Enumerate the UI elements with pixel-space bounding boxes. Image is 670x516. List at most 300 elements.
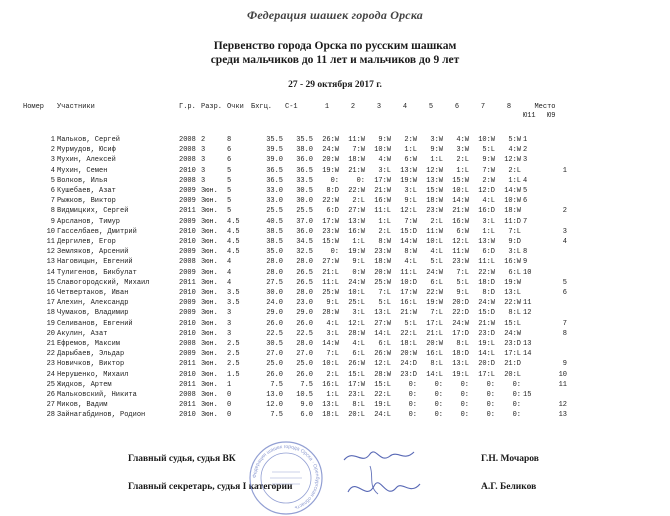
- round-7-result: 19:L: [478, 340, 495, 349]
- svg-text:Федерация шашек города Орска ·: [252, 444, 320, 511]
- round-2-result: 21:W: [348, 166, 365, 175]
- round-6-result: 17:D: [452, 329, 469, 338]
- round-7-result: 18:D: [478, 278, 495, 287]
- buchholz: 33.0: [266, 197, 283, 206]
- participant-number: 7: [50, 197, 55, 206]
- place-u9: 11: [558, 380, 567, 389]
- col-buchholz: Бхгц.: [251, 103, 273, 111]
- participant-name: Тулигенов, Бикбулат: [57, 268, 137, 277]
- participant-rank: 3: [201, 156, 206, 165]
- round-1-result: 8:D: [326, 187, 339, 196]
- round-6-result: 23:W: [452, 258, 469, 267]
- c1-score: 26.0: [296, 319, 313, 328]
- table-row: [22, 206, 568, 216]
- points: 3: [227, 319, 232, 328]
- table-row: [22, 298, 568, 308]
- round-4-result: 8:W: [404, 248, 417, 257]
- place-u9: 9: [562, 360, 567, 369]
- place-u9: [546, 145, 568, 155]
- table-row: [22, 186, 568, 196]
- round-1-result: 13:L: [322, 401, 339, 410]
- round-3-result: 13:L: [374, 309, 391, 318]
- participant-name: Земляков, Арсений: [57, 248, 129, 257]
- c1-score: 30.5: [296, 187, 313, 196]
- round-3-result: 26:W: [374, 350, 391, 359]
- round-8-result: 21:D: [504, 360, 521, 369]
- table-row: [22, 329, 568, 339]
- round-5-result: 20:W: [426, 340, 443, 349]
- points: 5: [227, 207, 232, 216]
- round-3-result: 3:L: [378, 166, 391, 175]
- buchholz: 36.5: [266, 176, 283, 185]
- participant-name: Миков, Вадим: [57, 401, 108, 410]
- table-row: [22, 370, 568, 380]
- points: 5: [227, 166, 232, 175]
- c1-score: 10.5: [296, 391, 313, 400]
- round-5-result: 16:L: [426, 350, 443, 359]
- round-4-result: 0:: [408, 380, 417, 389]
- round-3-result: 21:W: [374, 187, 391, 196]
- chief-secretary-label: Главный секретарь, судья I категории: [128, 482, 293, 492]
- round-1-result: 7:L: [326, 350, 339, 359]
- place-u9: 13: [558, 411, 567, 420]
- place-u9: [546, 217, 568, 227]
- col-place-u11: Ю11: [523, 112, 536, 120]
- round-7-result: 21:W: [478, 319, 495, 328]
- col-round-5: 5: [428, 103, 434, 111]
- round-7-result: 2:W: [482, 176, 495, 185]
- participant-rank: 3юн.: [201, 268, 218, 277]
- place-u9: [546, 135, 568, 145]
- round-5-result: 5:L: [430, 258, 443, 267]
- points: 4: [227, 278, 232, 287]
- col-round-1: 1: [324, 103, 330, 111]
- round-1-result: 10:L: [322, 360, 339, 369]
- place-u11: [522, 278, 546, 288]
- round-3-result: 20:W: [374, 268, 391, 277]
- participant-rank: 3юн.: [201, 350, 218, 359]
- round-6-result: 2:L: [456, 156, 469, 165]
- points: 6: [227, 156, 232, 165]
- place-u9: 5: [562, 278, 567, 287]
- round-8-result: 22:W: [504, 299, 521, 308]
- round-8-result: 23:D: [504, 340, 521, 349]
- participant-name: Рыжков, Виктор: [57, 197, 116, 206]
- round-4-result: 6:W: [404, 156, 417, 165]
- birth-year: 2008: [179, 258, 196, 267]
- col-round-6: 6: [454, 103, 460, 111]
- c1-score: 28.0: [296, 258, 313, 267]
- round-5-result: 8:L: [430, 360, 443, 369]
- round-5-result: 6:L: [430, 278, 443, 287]
- points: 3.5: [227, 289, 240, 298]
- participant-name: Чумаков, Владимир: [57, 309, 129, 318]
- participant-number: 14: [46, 268, 55, 277]
- participant-rank: 3юн.: [201, 380, 218, 389]
- official-stamp: [248, 440, 324, 516]
- round-5-result: 0:: [434, 391, 443, 400]
- participant-number: 2: [50, 146, 55, 155]
- table-row: [22, 268, 568, 278]
- round-5-result: 4:L: [430, 248, 443, 257]
- table-row: [22, 247, 568, 257]
- round-2-result: 25:L: [348, 299, 365, 308]
- round-4-result: 12:L: [400, 207, 417, 216]
- round-8-result: 13:L: [504, 289, 521, 298]
- round-8-result: 3:L: [508, 248, 521, 257]
- round-3-result: 7:L: [378, 289, 391, 298]
- participant-number: 26: [46, 391, 55, 400]
- participant-name: Четвертаков, Иван: [57, 289, 129, 298]
- round-8-result: 2:L: [508, 166, 521, 175]
- points: 6: [227, 146, 232, 155]
- birth-year: 2010: [179, 227, 196, 236]
- round-5-result: 17:L: [426, 319, 443, 328]
- round-4-result: 22:L: [400, 329, 417, 338]
- round-7-result: 4:L: [482, 197, 495, 206]
- participant-rank: 3юн.: [201, 401, 218, 410]
- place-u9: [546, 308, 568, 318]
- participant-number: 16: [46, 289, 55, 298]
- round-7-result: 7:W: [482, 166, 495, 175]
- table-row: [22, 288, 568, 298]
- round-2-result: 8:L: [352, 401, 365, 410]
- buchholz: 29.0: [266, 309, 283, 318]
- round-8-result: 0:: [512, 380, 521, 389]
- points: 1: [227, 380, 232, 389]
- round-2-result: 6:L: [352, 350, 365, 359]
- round-2-result: 11:W: [348, 136, 365, 144]
- round-2-result: 16:W: [348, 227, 365, 236]
- round-6-result: 4:W: [456, 136, 469, 144]
- round-8-result: 10:W: [504, 197, 521, 206]
- round-2-result: 13:W: [348, 217, 365, 226]
- round-4-result: 11:L: [400, 268, 417, 277]
- place-u11: 4: [523, 176, 528, 185]
- place-u11: 10: [523, 268, 532, 277]
- c1-score: 28.0: [296, 289, 313, 298]
- participant-number: 1: [50, 136, 55, 144]
- round-1-result: 20:W: [322, 156, 339, 165]
- c1-score: 32.5: [296, 248, 313, 257]
- buchholz: 28.0: [266, 268, 283, 277]
- place-u11: 14: [523, 350, 532, 359]
- c1-score: 34.5: [296, 238, 313, 247]
- place-u11: [522, 237, 546, 247]
- table-row: [22, 166, 568, 176]
- col-round-2: 2: [350, 103, 356, 111]
- round-6-result: 9:L: [456, 289, 469, 298]
- round-3-result: 6:L: [378, 340, 391, 349]
- round-3-result: 8:W: [378, 238, 391, 247]
- participant-rank: 3юн.: [201, 309, 218, 318]
- c1-score: 37.0: [296, 217, 313, 226]
- table-row: [22, 319, 568, 329]
- table-row: [22, 308, 568, 318]
- round-2-result: 24:W: [348, 278, 365, 287]
- round-7-result: 0:: [486, 411, 495, 420]
- place-u9: 1: [562, 166, 567, 175]
- col-points: Очки: [227, 103, 244, 111]
- round-1-result: 0:: [330, 248, 339, 257]
- buchholz: 30.5: [266, 340, 283, 349]
- round-1-result: 1:L: [326, 391, 339, 400]
- birth-year: 2011: [179, 401, 196, 410]
- c1-score: 26.5: [296, 278, 313, 287]
- participant-name: Жидков, Артем: [57, 380, 112, 389]
- participant-number: 4: [50, 166, 55, 175]
- points: 8: [227, 136, 232, 144]
- competition-subtitle: среди мальчиков до 11 лет и мальчиков до 9 лет: [210, 54, 460, 66]
- participant-rank: 3юн.: [201, 340, 218, 349]
- place-u9: [546, 196, 568, 206]
- round-2-result: 9:L: [352, 258, 365, 267]
- birth-year: 2009: [179, 217, 196, 226]
- birth-year: 2009: [179, 187, 196, 196]
- round-5-result: 22:W: [426, 289, 443, 298]
- round-5-result: 21:L: [426, 329, 443, 338]
- participant-rank: 3юн.: [201, 289, 218, 298]
- participant-number: 15: [46, 278, 55, 287]
- round-1-result: 16:L: [322, 380, 339, 389]
- participant-name: Мухин, Семен: [57, 166, 108, 175]
- round-4-result: 19:W: [400, 176, 417, 185]
- table-row: [22, 410, 568, 420]
- round-2-result: 12:L: [348, 319, 365, 328]
- round-5-result: 0:: [434, 380, 443, 389]
- place-u9: [546, 339, 568, 349]
- round-7-result: 16:D: [478, 207, 495, 216]
- round-6-result: 6:W: [456, 227, 469, 236]
- participant-number: 22: [46, 350, 55, 359]
- round-8-result: 18:W: [504, 207, 521, 216]
- round-2-result: 22:W: [348, 187, 365, 196]
- round-4-result: 0:: [408, 411, 417, 420]
- buchholz: 33.0: [266, 187, 283, 196]
- round-8-result: 0:: [512, 411, 521, 420]
- table-row: [22, 278, 568, 288]
- place-u11: [522, 410, 546, 420]
- points: 3.5: [227, 299, 240, 308]
- place-u9: [546, 268, 568, 278]
- place-u9: 6: [562, 289, 567, 298]
- round-5-result: 24:W: [426, 268, 443, 277]
- results-table: [22, 102, 568, 421]
- place-u11: 13: [523, 340, 532, 349]
- round-2-result: 7:W: [352, 146, 365, 155]
- points: 2.5: [227, 360, 240, 369]
- round-3-result: 16:W: [374, 197, 391, 206]
- participant-rank: 3юн.: [201, 319, 218, 328]
- round-2-result: 3:L: [352, 309, 365, 318]
- place-u9: 4: [562, 238, 567, 247]
- points: 1.5: [227, 370, 240, 379]
- round-4-result: 18:L: [400, 340, 417, 349]
- participant-rank: 3юн.: [201, 227, 218, 236]
- participant-number: 28: [46, 411, 55, 420]
- participant-name: Дарыбаев, Эльдар: [57, 350, 125, 359]
- round-2-result: 1:L: [352, 238, 365, 247]
- place-u11: 12: [523, 309, 532, 318]
- round-7-result: 13:W: [478, 238, 495, 247]
- birth-year: 2010: [179, 289, 196, 298]
- round-8-result: 1:L: [508, 176, 521, 185]
- birth-year: 2010: [179, 238, 196, 247]
- buchholz: 40.5: [266, 217, 283, 226]
- participant-name: Кушебаев, Азат: [57, 187, 116, 196]
- round-6-result: 22:D: [452, 309, 469, 318]
- round-7-result: 12:D: [478, 187, 495, 196]
- participant-rank: 3юн.: [201, 278, 218, 287]
- round-6-result: 0:: [460, 391, 469, 400]
- col-round-4: 4: [402, 103, 408, 111]
- participant-number: 5: [50, 176, 55, 185]
- round-4-result: 1:L: [404, 146, 417, 155]
- subheader-row: [22, 112, 568, 121]
- round-3-result: 17:W: [374, 176, 391, 185]
- round-8-result: 17:L: [504, 350, 521, 359]
- round-5-result: 23:W: [426, 207, 443, 216]
- c1-score: 36.0: [296, 156, 313, 165]
- round-4-result: 3:L: [404, 187, 417, 196]
- signature-scribbles: [340, 446, 430, 510]
- round-6-result: 1:L: [456, 166, 469, 175]
- place-u11: [522, 359, 546, 369]
- round-7-result: 22:W: [478, 268, 495, 277]
- participant-name: Ефремов, Максим: [57, 340, 121, 349]
- round-5-result: 3:W: [430, 136, 443, 144]
- competition-title: Первенство города Орска по русским шашкам: [213, 40, 457, 52]
- participant-rank: 3юн.: [201, 329, 218, 338]
- participant-name: Акулин, Азат: [57, 329, 108, 338]
- round-1-result: 0:: [330, 176, 339, 185]
- participant-number: 27: [46, 401, 55, 410]
- round-6-result: 0:: [460, 401, 469, 410]
- birth-year: 2010: [179, 319, 196, 328]
- table-row: [22, 257, 568, 267]
- col-c1: С-1: [285, 103, 298, 111]
- round-7-result: 0:: [486, 380, 495, 389]
- buchholz: 26.0: [266, 370, 283, 379]
- c1-score: 25.0: [296, 360, 313, 369]
- table-row: [22, 145, 568, 155]
- round-6-result: 11:W: [452, 248, 469, 257]
- buchholz: 28.0: [266, 258, 283, 267]
- participant-rank: 3юн.: [201, 258, 218, 267]
- participant-name: Видмицких, Сергей: [57, 207, 129, 216]
- birth-year: 2009: [179, 299, 196, 308]
- round-1-result: 9:L: [326, 299, 339, 308]
- round-6-result: 0:: [460, 411, 469, 420]
- round-1-result: 3:L: [326, 329, 339, 338]
- round-1-result: 27:W: [322, 258, 339, 267]
- round-6-result: 3:W: [456, 146, 469, 155]
- participant-rank: 3юн.: [201, 299, 218, 308]
- round-7-result: 6:D: [482, 248, 495, 257]
- round-4-result: 17:W: [400, 289, 417, 298]
- col-place-u9: Ю9: [547, 112, 556, 120]
- col-place: Место: [534, 103, 556, 111]
- c1-score: 6.0: [300, 411, 313, 420]
- participant-name: Мурмудов, Юсиф: [57, 146, 116, 155]
- round-6-result: 16:W: [452, 217, 469, 226]
- participant-name: Дергилев, Егор: [57, 238, 116, 247]
- round-8-result: 7:L: [508, 227, 521, 236]
- round-3-result: 1:L: [378, 217, 391, 226]
- birth-year: 2008: [179, 156, 196, 165]
- round-8-result: 9:D: [508, 238, 521, 247]
- event-dates: 27 - 29 октября 2017 г.: [288, 80, 382, 90]
- round-5-result: 19:W: [426, 299, 443, 308]
- place-u11: [522, 206, 546, 216]
- round-7-result: 23:D: [478, 329, 495, 338]
- round-2-result: 23:L: [348, 391, 365, 400]
- place-u11: 8: [523, 248, 528, 257]
- participant-rank: 3юн.: [201, 360, 218, 369]
- col-birth-year: Г.р.: [179, 103, 196, 111]
- round-1-result: 23:W: [322, 227, 339, 236]
- c1-score: 25.5: [296, 207, 313, 216]
- participant-rank: 3юн.: [201, 197, 218, 206]
- col-participants: Участники: [57, 103, 95, 111]
- points: 4.5: [227, 238, 240, 247]
- participant-name: Нерушенко, Михаил: [57, 370, 129, 379]
- round-7-result: 24:W: [478, 299, 495, 308]
- points: 4.5: [227, 217, 240, 226]
- place-u9: [546, 298, 568, 308]
- c1-score: 33.5: [296, 176, 313, 185]
- round-8-result: 16:W: [504, 258, 521, 267]
- round-7-result: 0:: [486, 391, 495, 400]
- round-8-result: 24:W: [504, 329, 521, 338]
- table-row: [22, 390, 568, 400]
- round-1-result: 14:W: [322, 340, 339, 349]
- place-u11: 11: [523, 299, 532, 308]
- round-7-result: 20:D: [478, 360, 495, 369]
- participant-rank: 3юн.: [201, 248, 218, 257]
- c1-score: 28.0: [296, 340, 313, 349]
- birth-year: 2009: [179, 350, 196, 359]
- points: 0: [227, 401, 232, 410]
- round-7-result: 10:W: [478, 136, 495, 144]
- birth-year: 2009: [179, 197, 196, 206]
- birth-year: 2011: [179, 360, 196, 369]
- round-5-result: 12:W: [426, 166, 443, 175]
- c1-score: 26.5: [296, 268, 313, 277]
- place-u11: 9: [523, 258, 528, 267]
- table-row: [22, 359, 568, 369]
- buchholz: 26.0: [266, 319, 283, 328]
- round-7-result: 3:L: [482, 217, 495, 226]
- round-3-result: 24:L: [374, 411, 391, 420]
- participant-name: Славогородский, Михаил: [57, 278, 150, 287]
- participant-name: Новичков, Виктор: [57, 360, 125, 369]
- c1-score: 22.5: [296, 329, 313, 338]
- round-2-result: 2:L: [352, 197, 365, 206]
- round-7-result: 0:: [486, 401, 495, 410]
- round-6-result: 15:W: [452, 176, 469, 185]
- round-6-result: 21:W: [452, 207, 469, 216]
- round-7-result: 8:D: [482, 289, 495, 298]
- round-4-result: 24:D: [400, 360, 417, 369]
- participant-number: 11: [46, 238, 55, 247]
- round-1-result: 25:W: [322, 289, 339, 298]
- round-3-result: 10:W: [374, 146, 391, 155]
- round-6-result: 18:D: [452, 350, 469, 359]
- participant-number: 9: [50, 217, 55, 226]
- round-1-result: 2:L: [326, 370, 339, 379]
- round-3-result: 5:L: [378, 299, 391, 308]
